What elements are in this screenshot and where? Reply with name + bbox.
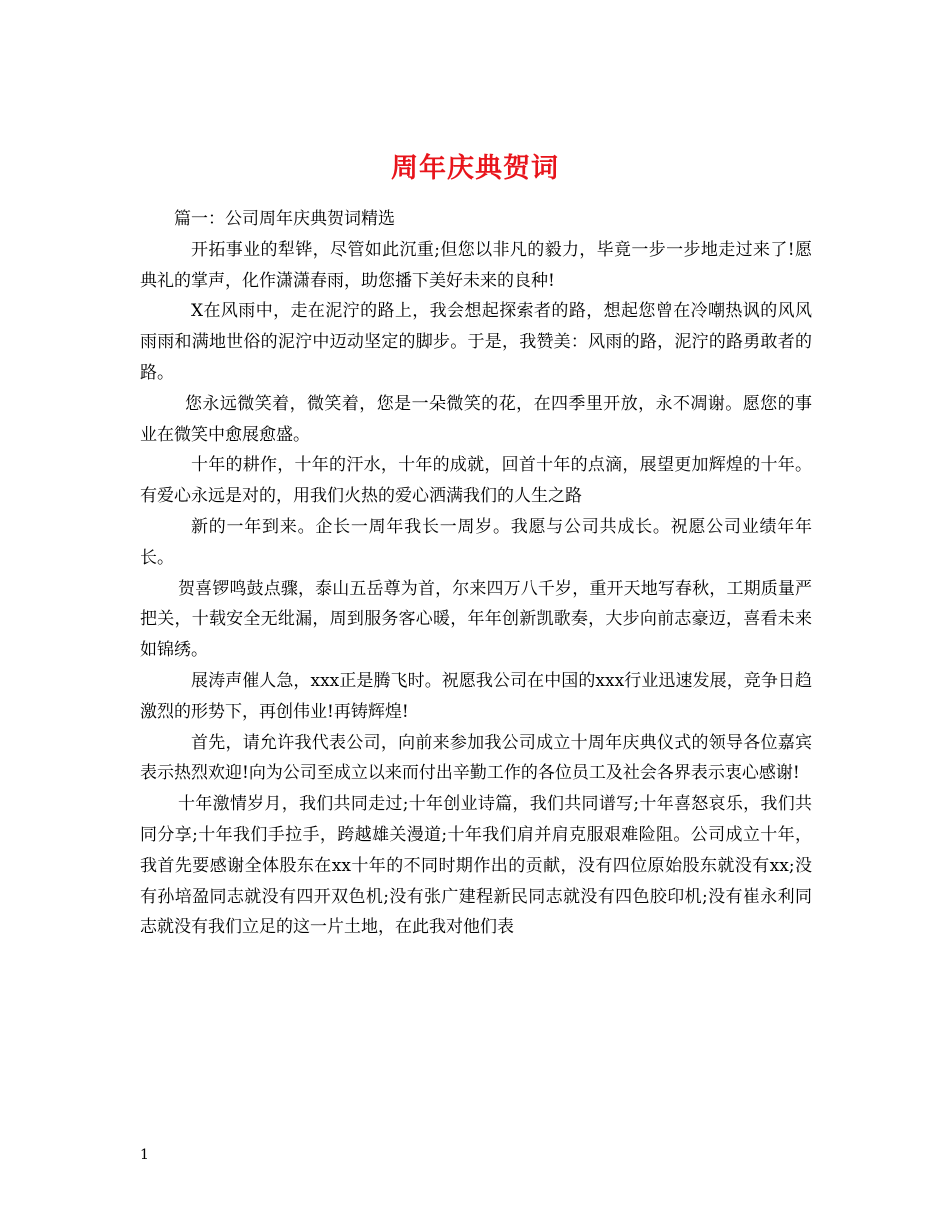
paragraph: X在风雨中，走在泥泞的路上，我会想起探索者的路，想起您曾在冷嘲热讽的风风雨雨和满地世俗的泥泞中迈动坚定的脚步。于是，我赞美：风雨的路，泥泞的路勇敢者的路。: [140, 301, 812, 383]
page-number: 1: [140, 1147, 149, 1163]
paragraph: 贺喜锣鸣鼓点骤，泰山五岳尊为首，尔来四万八千岁，重开天地写春秋，工期质量严把关，十载安全无纰漏，周到服务客心暖，年年创新凯歌奏，大步向前志豪迈，喜看未来如锦绣。: [140, 578, 812, 661]
document-body: [140, 204, 812, 943]
paragraph: 展涛声催人急，xxx正是腾飞时。祝愿我公司在中国的xxx行业迅速发展，竞争日趋激烈的形势下，再创伟业!再铸辉煌!: [140, 670, 812, 722]
paragraph: 十年激情岁月，我们共同走过;十年创业诗篇，我们共同谱写;十年喜怒哀乐，我们共同分享;十年我们手拉手，跨越雄关漫道;十年我们肩并肩克服艰难险阻。公司成立十年，我首先要感谢全体股东在xx十年的不同时期作出的贡献，没有四位原始股东就没有xx;没有孙培盈同志就没有四开双色机;没有张广建程新民同志就没有四色胶印机;没有崔永利同志就没有我们立足的这一片土地，在此我对他们表: [140, 794, 812, 938]
paragraph: 您永远微笑着，微笑着，您是一朵微笑的花，在四季里开放，永不凋谢。愿您的事业在微笑中愈展愈盛。: [140, 393, 812, 445]
section-heading: 篇一：公司周年庆典贺词精选: [174, 209, 395, 229]
paragraph: 首先，请允许我代表公司，向前来参加我公司成立十周年庆典仪式的领导各位嘉宾表示热烈欢迎!向为公司至成立以来而付出辛勤工作的各位员工及社会各界表示衷心感谢!: [140, 732, 812, 784]
paragraph: 十年的耕作，十年的汗水，十年的成就，回首十年的点滴，展望更加辉煌的十年。有爱心永远是对的，用我们火热的爱心洒满我们的人生之路: [140, 455, 812, 507]
paragraph: 开拓事业的犁铧，尽管如此沉重;但您以非凡的毅力，毕竟一步一步地走过来了!愿典礼的掌声，化作潇潇春雨，助您播下美好未来的良种!: [140, 239, 812, 291]
paragraph: 新的一年到来。企长一周年我长一周岁。我愿与公司共成长。祝愿公司业绩年年长。: [140, 516, 812, 568]
document-title: 周年庆典贺词: [391, 153, 559, 185]
